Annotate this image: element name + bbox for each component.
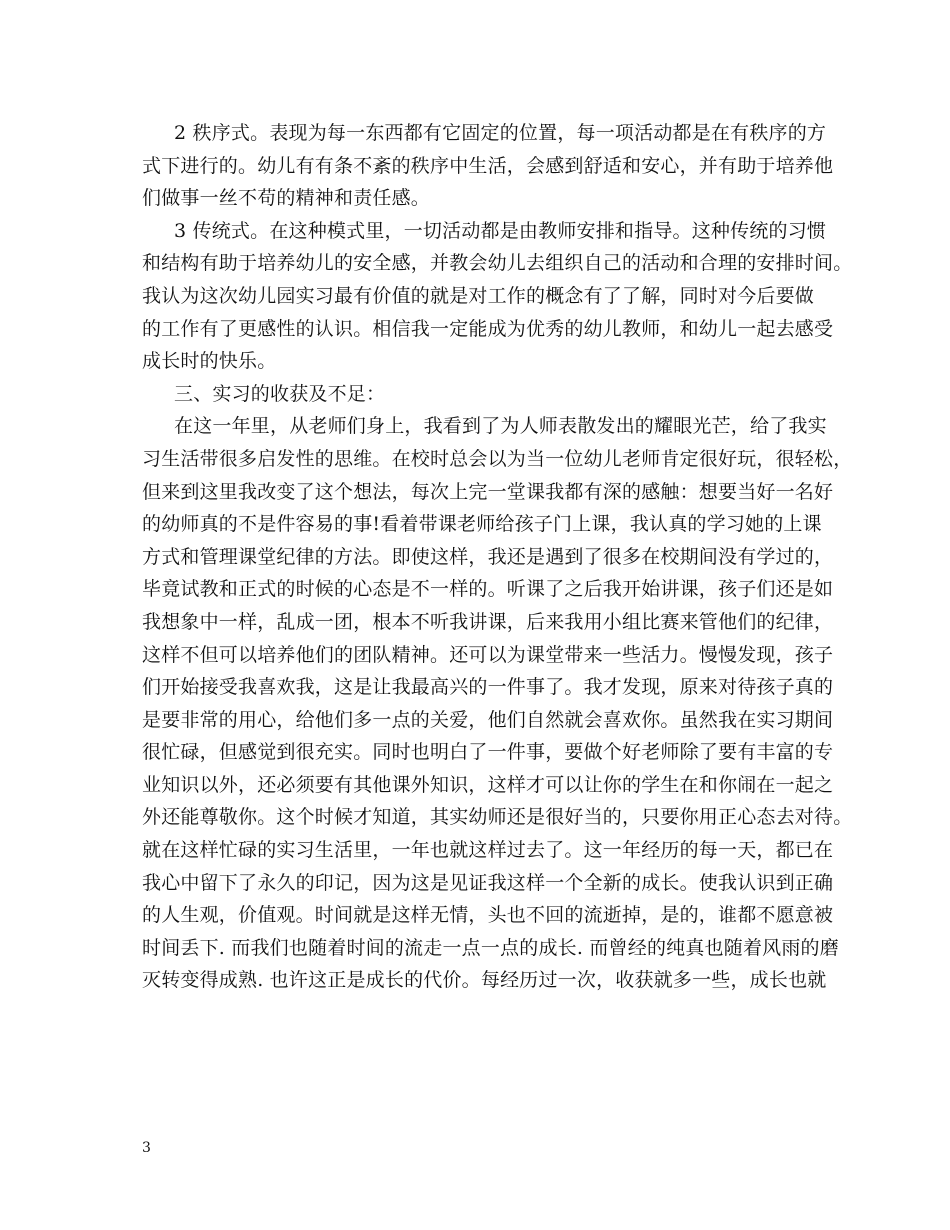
text-line: 3 传统式。在这种模式里，一切活动都是由教师安排和指导。这种传统的习惯 bbox=[174, 219, 827, 242]
text-line: 毕竟试教和正式的时候的心态是不一样的。听课了之后我开始讲课，孩子们还是如 bbox=[142, 578, 834, 601]
text-line: 习生活带很多启发性的思维。在校时总会以为当一位幼儿老师肯定很好玩，很轻松， bbox=[142, 447, 853, 470]
text-line: 这样不但可以培养他们的团队精神。还可以为课堂带来一些活力。慢慢发现，孩子 bbox=[142, 643, 834, 666]
text-line: 是要非常的用心，给他们多一点的关爱，他们自然就会喜欢你。虽然我在实习期间 bbox=[142, 708, 834, 731]
page-number: 3 bbox=[142, 1140, 151, 1156]
text-line: 就在这样忙碌的实习生活里，一年也就这样过去了。这一年经历的每一天，都已在 bbox=[142, 839, 834, 862]
text-line: 但来到这里我改变了这个想法，每次上完一堂课我都有深的感触：想要当好一名好 bbox=[142, 480, 834, 503]
text-line: 的幼师真的不是件容易的事!看着带课老师给孩子门上课，我认真的学习她的上课 bbox=[142, 513, 822, 536]
text-line: 们开始接受我喜欢我，这是让我最高兴的一件事了。我才发现，原来对待孩子真的 bbox=[142, 676, 834, 699]
text-line: 外还能尊敬你。这个时候才知道，其实幼师还是很好当的，只要你用正心态去对待。 bbox=[142, 806, 853, 829]
text-line: 我想象中一样，乱成一团，根本不听我讲课，后来我用小组比赛来管他们的纪律， bbox=[142, 610, 834, 633]
text-line: 式下进行的。幼儿有有条不紊的秩序中生活，会感到舒适和安心，并有助于培养他 bbox=[142, 154, 834, 177]
text-line: 三、实习的收获及不足： bbox=[174, 382, 386, 405]
text-line: 在这一年里，从老师们身上，我看到了为人师表散发出的耀眼光芒，给了我实 bbox=[174, 415, 827, 438]
text-line: 们做事一丝不苟的精神和责任感。 bbox=[142, 187, 431, 210]
text-line: 方式和管理课堂纪律的方法。即使这样，我还是遇到了很多在校期间没有学过的， bbox=[142, 545, 834, 568]
text-line: 和结构有助于培养幼儿的安全感，并教会幼儿去组织自己的活动和合理的安排时间。 bbox=[142, 252, 853, 275]
text-line: 2 秩序式。表现为每一东西都有它固定的位置，每一项活动都是在有秩序的方 bbox=[174, 122, 827, 144]
text-line: 灭转变得成熟. 也许这正是成长的代价。每经历过一次，收获就多一些，成长也就 bbox=[142, 969, 827, 992]
text-line: 我心中留下了永久的印记，因为这是见证我这样一个全新的成长。使我认识到正确 bbox=[142, 871, 834, 894]
text-line: 我认为这次幼儿园实习最有价值的就是对工作的概念有了了解，同时对今后要做 bbox=[142, 284, 815, 307]
text-line: 很忙碌，但感觉到很充实。同时也明白了一件事，要做个好老师除了要有丰富的专 bbox=[142, 741, 834, 764]
text-line: 成长时的快乐。 bbox=[142, 350, 277, 373]
body-text bbox=[142, 117, 853, 997]
text-line: 的人生观，价值观。时间就是这样无情，头也不回的流逝掉，是的，谁都不愿意被 bbox=[142, 904, 834, 927]
text-line: 的工作有了更感性的认识。相信我一定能成为优秀的幼儿教师，和幼儿一起去感受 bbox=[142, 317, 834, 340]
text-line: 业知识以外，还必须要有其他课外知识，这样才可以让你的学生在和你闹在一起之 bbox=[142, 773, 834, 796]
text-line: 时间丢下. 而我们也随着时间的流走一点一点的成长. 而曾经的纯真也随着风雨的磨 bbox=[142, 936, 839, 959]
